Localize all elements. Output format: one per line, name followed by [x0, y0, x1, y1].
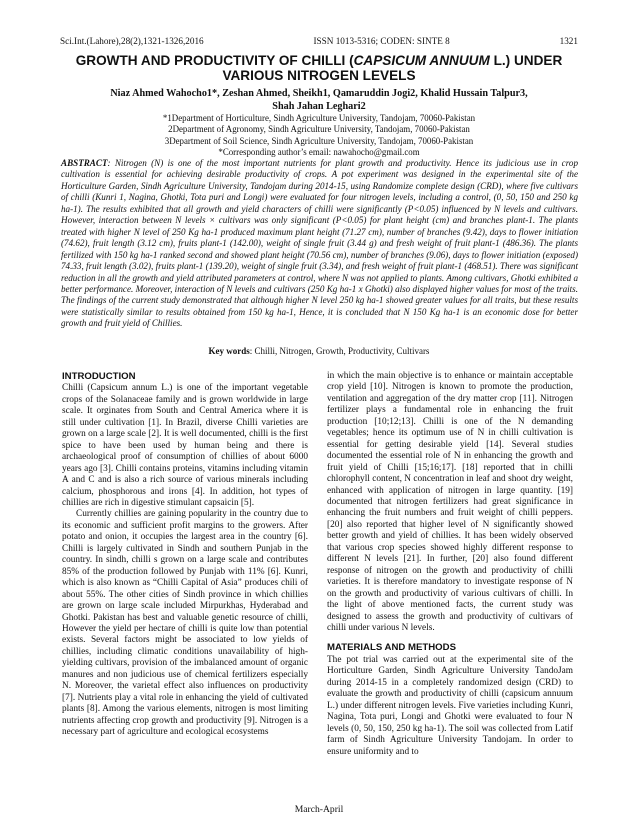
- authors-line2: Shah Jahan Leghari2: [272, 101, 366, 112]
- journal-citation: Sci.Int.(Lahore),28(2),1321-1326,2016: [60, 36, 204, 46]
- keywords-text: : Chilli, Nitrogen, Growth, Productivity, Cultivars: [249, 346, 430, 356]
- authors-line1: Niaz Ahmed Wahocho1*, Zeshan Ahmed, Sheikh1, Qamaruddin Jogi2, Khalid Hussain Talpur3,: [110, 88, 528, 99]
- abstract-label: ABSTRACT: [61, 158, 108, 168]
- left-column: [62, 371, 308, 739]
- keywords: [34, 346, 604, 356]
- affiliation-horticulture: *1Department of Horticulture, Sindh Agriculture University, Tandojam, 70060-Pakistan: [162, 113, 476, 123]
- author-list: [60, 87, 578, 113]
- page-number: 1321: [559, 36, 578, 46]
- right-column: [327, 371, 573, 758]
- methods-paragraph-1: The pot trial was carried out at the experimental site of the Horticulture Garden, Sindh Agriculture University TandoJam during 2014-15 in a completely randomized design (CRD) to evaluate the growth and productivity of chilli (capsicum annuum L.) under different nitrogen levels. Five varieties including Kunri, Nagina, Tota puri, Longi and Ghotki were evaluated to four N levels (0, 50, 150, 250 kg ha-1). The soil was collected from Latif farm of Sindh Agriculture University Tandojam. In order to ensure uniformity and to: [327, 654, 573, 757]
- introduction-heading: INTRODUCTION: [62, 371, 136, 382]
- intro-paragraph-2: Currently chillies are gaining popularity in the country due to its economic and sufficient profit margins to the growers. After potato and onion, it occupies the largest area in the country [6]. Chilli is largely cultivated in Sindh and southern Punjab in the country. In sindh, chilli s grown on a large scale and contributes 85% of the production followed by Punjab with 11% [6]. Kunri, which is also known as “Chilli Capital of Asia” produces chili of about 55%. The other cities of Sindh province in which chillies are grown on large scale included Mirpurkhas, Hyderabad and Ghotki. Pakistan has best and valuable genetic resource of chilli, However the yield per hectare of chilli is quite low than potential exists. Several factors might be associated to low yields of chillies, including climatic conditions unavailability of high-yielding cultivars, provision of the imbalanced amount of organic manures and non judicious use of chemical fertilizers especially N. Moreover, the varietal effect also influences on productivity [7]. Nutrients play a vital role in enhancing the yield of cultivated plants [8]. Among the various elements, nitrogen is most limiting nutrients affecting crop growth and productivity [9]. Nitrogen is a necessary part of agriculture and ecological ecosystems: [62, 509, 308, 738]
- abstract-text: : Nitrogen (N) is one of the most important nutrients for plant growth and productivity. Hence its judicious use in crop cultivation is essential for achieving desirable productivity of crops. A pot experiment was designed in the experimental site of the Horticulture Garden, Sindh Agriculture University, Tandojam during 2014-15, using Randomize complete design (CRD), where five cultivars of chilli (Kunri 1, Nagina, Ghotki, Tota puri and Longi) were evaluated for four nitrogen levels, including a control, (0, 50, 150 and 250 kg ha-1). The results exhibited that all growth and yield characters of chilli were significantly (P<0.05) influenced by N levels and cultivars. However, interaction between N levels × cultivars was only significant (P<0.05) for plant height (cm) and branches plant-1. The plants treated with higher N level of 250 Kg ha-1 produced maximum plant height (71.27 cm), number of branches (9.42), days to flower initiation (74.62), fruit length (3.12 cm), fruits plant-1 (142.00), weight of single fruit (3.44 g) and fresh weight of fruit plant-1 (486.36). The plants fertilized with 150 kg ha-1 ranked second and showed plant height (70.56 cm), number of branches (9.06), days to flower initiation (exposed) 74.33, fruit length (3.02), fruits plant-1 (139.20), weight of single fruit (3.34), and fresh weight of fruit plant-1 (468.51). There was significant reduction in all the growth and yield attributed parameters at control, where N was not applied to plants. Among cultivars, Ghotki exhibited a better performance. Moreover, interaction of N levels and cultivars (250 Kg ha-1 x Ghotki) also displayed higher values for most of the traits. The findings of the current study demonstrated that although higher N level 250 kg ha-1 showed greater values for all traits, but these results were statistically similar to results obtained from 150 kg ha-1, Hence, it is concluded that N 150 Kg ha-1 is an economic dose for better growth and fruit yield of Chillies.: [61, 158, 578, 329]
- paper-title: [34, 53, 604, 83]
- intro-paragraph-3: in which the main objective is to enhance or maintain acceptable crop yield [10]. Nitrogen is known to promote the production, ventilation and aggregation of the dry matter crop [11]. Nitrogen fertilizer plays a fundamental role in enhancing the fruit production [10;12;13]. Chilli is one of the N demanding vegetables; hence its optimum use of N in chilli cultivation is essential for getting desirable yield [14]. Several studies documented the essential role of N in enhancing the growth and fruit yield of Chilli [15;16;17]. [18] reported that in chilli chlorophyll content, N concentration in leaf and shoot dry weight, enhanced with application of nitrogen in large quantity. [19] documented that nitrogen fertilizers had great significance in enhancing the fruit numbers and fruit weight of chilli peppers. [20] also reported that higher level of N significantly showed better growth and yield of chillies. It has been widely observed that various crop species showed highly different response to different N levels [21]. In further, [20] also found different response of nitrogen on the growth and productivity of chilli varieties. It is therefore mandatory to investigate response of N on the growth and productivity of various cultivars of chilli. In the light of above mentioned facts, the current study was designed to assess the growth and productivity of cultivars of chilli under various N levels.: [327, 371, 573, 633]
- title-line1-pre: GROWTH AND PRODUCTIVITY OF CHILLI (: [75, 53, 354, 68]
- page-footer: March-April: [294, 804, 344, 815]
- methods-heading: MATERIALS AND METHODS: [327, 642, 456, 654]
- corresponding-email: *Corresponding author’s email: nawahocho@gmail.com: [218, 147, 420, 158]
- title-line1-post: L.) UNDER: [489, 53, 563, 68]
- abstract: [61, 158, 578, 330]
- affiliation-agronomy: 2Department of Agronomy, Sindh Agriculture University, Tandojam, 70060-Pakistan: [168, 124, 470, 135]
- title-line2: VARIOUS NITROGEN LEVELS: [222, 68, 416, 83]
- running-header: [60, 36, 578, 46]
- affiliation-soil-science: 3Department of Soil Science, Sindh Agriculture University, Tandojam, 70060-Pakistan: [164, 135, 474, 146]
- keywords-label: Key words: [208, 346, 250, 356]
- issn-coden: ISSN 1013-5316; CODEN: SINTE 8: [313, 36, 450, 46]
- affiliations: [60, 113, 578, 159]
- title-line1-italic: CAPSICUM ANNUUM: [353, 53, 490, 68]
- intro-paragraph-1: Chilli (Capsicum annum L.) is one of the important vegetable crops of the Solanaceae family and is grown worldwide in large scale. It orginates from South and Central America where it is still under cultivation [1]. In Brazil, diverse Chilli varieties are grown on a large scale [2]. It is well documented, chilli is the first spice to have been used by human being and there is archaeological proof of consumption of chillies of about 6000 years ago [3]. Chilli contains proteins, vitamins including vitamin A and C and is also a rich source of various minerals including calcium, phosphorous and irons [4]. In addition, hot types of chillies are rich in digestive stimulant capsaicin [5].: [62, 383, 308, 508]
